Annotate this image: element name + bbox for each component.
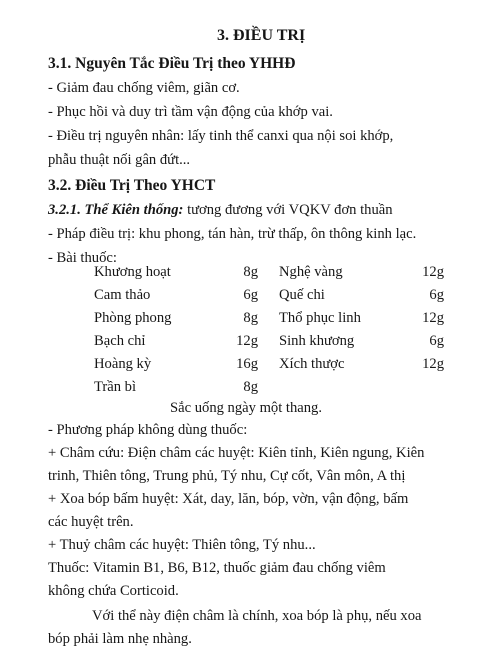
body-line: bóp phải làm nhẹ nhàng. (48, 631, 192, 647)
herb-name: Khương hoạt (94, 264, 171, 280)
body-line: Thuốc: Vitamin B1, B6, B12, thuốc giảm đau chống viêm (48, 560, 386, 576)
herb-qty: 6g (429, 333, 444, 349)
heading-3-1: 3.1. Nguyên Tắc Điều Trị theo YHHĐ (48, 55, 296, 72)
heading-3-2: 3.2. Điều Trị Theo YHCT (48, 177, 216, 194)
herb-name: Sinh khương (279, 333, 355, 349)
subheading-text: tương đương với VQKV đơn thuần (183, 202, 393, 218)
herb-qty: 12g (422, 356, 444, 372)
s31-item-1: - Giảm đau chống viêm, giãn cơ. (48, 80, 240, 96)
s31-item-2: - Phục hồi và duy trì tầm vận động của khớp vai. (48, 104, 333, 120)
body-line: các huyệt trên. (48, 514, 134, 530)
herb-qty: 16g (236, 356, 258, 372)
subheading-label: 3.2.1. Thể Kiên thống: (48, 202, 184, 218)
s31-item-3: - Điều trị nguyên nhân: lấy tinh thể canxi qua nội soi khớp, (48, 128, 394, 144)
s31-item-3-cont: phẫu thuật nối gân đứt... (48, 152, 191, 168)
body-line: + Xoa bóp bấm huyệt: Xát, day, lăn, bóp, vờn, vận động, bấm (48, 491, 409, 507)
herb-name: Quế chi (279, 287, 325, 303)
body-line: Với thể này điện châm là chính, xoa bóp là phụ, nếu xoa (92, 608, 422, 624)
herb-qty: 6g (429, 287, 444, 303)
herb-qty: 8g (243, 310, 258, 326)
herb-qty: 8g (243, 379, 258, 395)
herb-qty: 12g (236, 333, 258, 349)
body-line: trinh, Thiên tông, Trung phủ, Tý nhu, Cự cốt, Vân môn, A thị (48, 468, 406, 484)
herb-name: Thổ phục linh (279, 310, 361, 326)
dosage-note: Sắc uống ngày một thang. (170, 400, 322, 416)
section-title: 3. ĐIỀU TRỊ (217, 27, 306, 44)
herb-qty: 8g (243, 264, 258, 280)
herb-qty: 12g (422, 310, 444, 326)
herb-name: Hoàng kỳ (94, 356, 152, 372)
herb-name: Trần bì (94, 379, 137, 395)
method-line: - Pháp điều trị: khu phong, tán hàn, trừ thấp, ôn thông kinh lạc. (48, 226, 417, 242)
herb-name: Phòng phong (94, 310, 172, 326)
herb-qty: 12g (422, 264, 444, 280)
herb-qty: 6g (243, 287, 258, 303)
nondrug-heading: - Phương pháp không dùng thuốc: (48, 422, 248, 438)
body-line: + Thuỷ châm các huyệt: Thiên tông, Tý nhu... (48, 537, 316, 553)
herb-name: Xích thược (279, 356, 345, 372)
herb-name: Nghệ vàng (279, 264, 343, 280)
subheading-3-2-1 (48, 200, 393, 220)
herb-name: Cam thảo (94, 287, 151, 303)
herb-name: Bạch chỉ (94, 333, 146, 349)
body-line: + Châm cứu: Điện châm các huyệt: Kiên tỉnh, Kiên ngung, Kiên (48, 445, 425, 461)
recipe-label: - Bài thuốc: (48, 250, 117, 266)
body-line: không chứa Corticoid. (48, 583, 179, 599)
